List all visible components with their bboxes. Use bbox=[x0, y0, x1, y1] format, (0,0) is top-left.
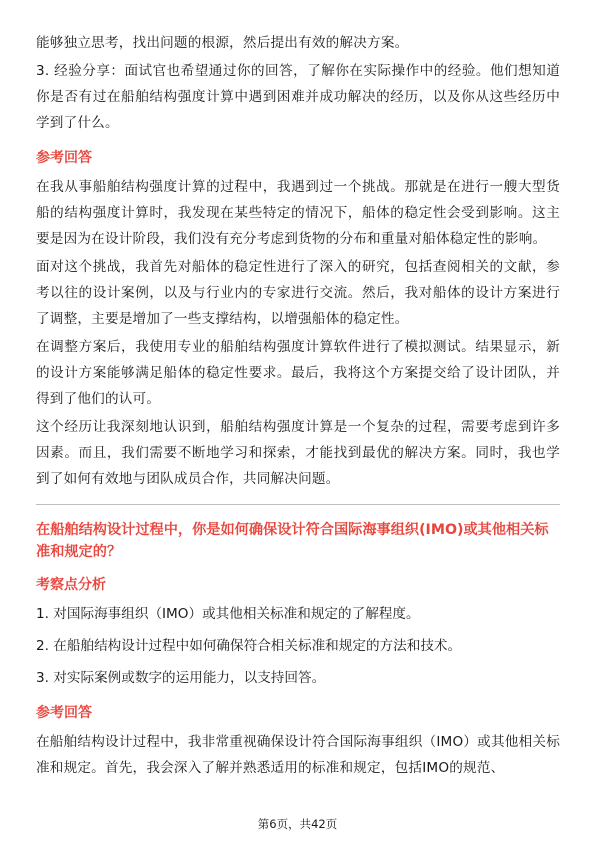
answer-paragraph-2: 面对这个挑战，我首先对船体的稳定性进行了深入的研究，包括查阅相关的文献，参考以往的设计案例，以及与行业内的专家进行交流。然后，我对船体的设计方案进行了调整，主要是增加了一些支撑结构，以增强船体的稳定性。 bbox=[36, 259, 560, 327]
answer-paragraph-3: 在调整方案后，我使用专业的船舶结构强度计算软件进行了模拟测试。结果显示，新的设计方案能够满足船体的稳定性要求。最后，我将这个方案提交给了设计团队，并得到了他们的认可。 bbox=[36, 339, 560, 407]
intro-paragraph-2: 3. 经验分享：面试官也希望通过你的回答，了解你在实际操作中的经验。他们想知道你是否有过在船舶结构强度计算中遇到困难并成功解决的经历，以及你从这些经历中学到了什么。 bbox=[36, 63, 560, 131]
analysis-item-3: 3. 对实际案例或数字的运用能力，以支持回答。 bbox=[36, 670, 326, 686]
answer-paragraph-1: 在我从事船舶结构强度计算的过程中，我遇到过一个挑战。那就是在进行一艘大型货船的结构强度计算时，我发现在某些特定的情况下，船体的稳定性会受到影响。这主要是因为在设计阶段，我们没有充分考虑到货物的分布和重量对船体稳定性的影响。 bbox=[36, 179, 560, 247]
reference-answer-heading: 参考回答 bbox=[36, 150, 92, 166]
question-title: 在船舶结构设计过程中，你是如何确保设计符合国际海事组织(IMO)或其他相关标准和规定的？ bbox=[36, 522, 549, 560]
page-number: 第6页，共42页 bbox=[257, 817, 338, 831]
answer2-paragraph-1: 在船舶结构设计过程中，我非常重视确保设计符合国际海事组织（IMO）或其他相关标准和规定。首先，我会深入了解并熟悉适用的标准和规定，包括IMO的规范、 bbox=[36, 734, 560, 776]
reference-answer-heading-2: 参考回答 bbox=[36, 705, 92, 721]
analysis-item-1: 1. 对国际海事组织（IMO）或其他相关标准和规定的了解程度。 bbox=[36, 606, 420, 622]
answer-paragraph-4: 这个经历让我深刻地认识到，船舶结构强度计算是一个复杂的过程，需要考虑到许多因素。而且，我们需要不断地学习和探索，才能找到最优的解决方案。同时，我也学到了如何有效地与团队成员合作，共同解决问题。 bbox=[36, 419, 560, 487]
intro-paragraph-1: 能够独立思考，找出问题的根源，然后提出有效的解决方案。 bbox=[36, 35, 409, 51]
analysis-item-2: 2. 在船舶结构设计过程中如何确保符合相关标准和规定的方法和技术。 bbox=[36, 638, 462, 654]
document-page bbox=[36, 30, 560, 783]
analysis-heading: 考察点分析 bbox=[36, 577, 106, 593]
section-divider bbox=[36, 504, 560, 505]
